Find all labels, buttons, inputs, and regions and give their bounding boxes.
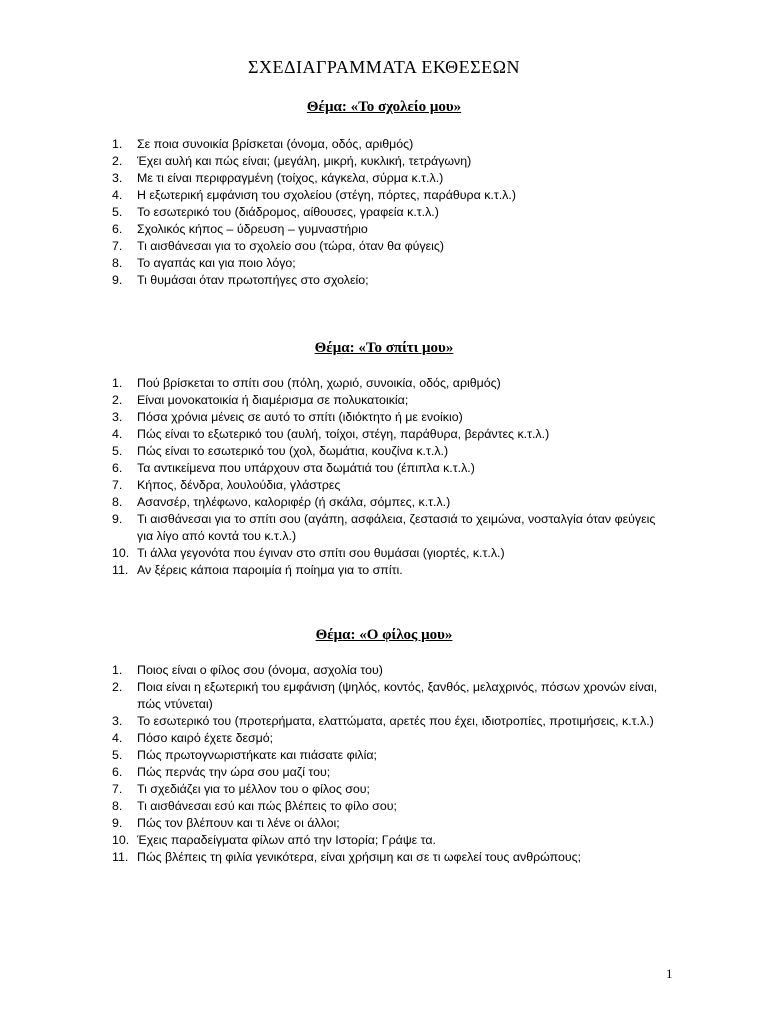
list-item: 7. Τι αισθάνεσαι για το σχολείο σου (τώρα, όταν θα φύγεις) [112, 239, 445, 253]
list-item: 6. Τα αντικείμενα που υπάρχουν στα δωμάτιά του (έπιπλα κ.τ.λ.) [112, 461, 475, 475]
list-item: 10. Τι άλλα γεγονότα που έγιναν στο σπίτι σου θυμάσαι (γιορτές, κ.τ.λ.) [112, 546, 505, 560]
list-house [112, 375, 672, 579]
page-number: 1 [666, 966, 673, 981]
list-item: 7. Κήπος, δένδρα, λουλούδια, γλάστρες [112, 478, 341, 492]
list-item: 8. Το αγαπάς και για ποιο λόγο; [112, 256, 296, 270]
section-title-house: Θέμα: «Το σπίτι μου» [314, 340, 454, 356]
list-item: 2. Ποια είναι η εξωτερική του εμφάνιση (ψηλός, κοντός, ξανθός, μελαχρινός, πόσων χρονών είναι, πώς ντύνεται) [112, 680, 658, 711]
list-item: 8. Τι αισθάνεσαι εσύ και πώς βλέπεις το φίλο σου; [112, 799, 397, 813]
list-item: 4. Η εξωτερική εμφάνιση του σχολείου (στέγη, πόρτες, παράθυρα κ.τ.λ.) [112, 188, 516, 202]
list-item: 10. Έχεις παραδείγματα φίλων από την Ιστορία; Γράψε τα. [112, 833, 436, 847]
list-friend [112, 662, 672, 866]
list-item: 11. Πώς βλέπεις τη φιλία γενικότερα, είναι χρήσιμη και σε τι ωφελεί τους ανθρώπους; [112, 850, 582, 864]
list-item: 2. Είναι μονοκατοικία ή διαμέρισμα σε πολυκατοικία; [112, 393, 409, 407]
list-item: 3. Με τι είναι περιφραγμένη (τοίχος, κάγκελα, σύρμα κ.τ.λ.) [112, 171, 444, 185]
list-item: 6. Σχολικός κήπος – ύδρευση – γυμναστήριο [112, 222, 368, 236]
list-item: 2. Έχει αυλή και πώς είναι; (μεγάλη, μικρή, κυκλική, τετράγωνη) [112, 154, 472, 168]
section-title-friend: Θέμα: «Ο φίλος μου» [315, 627, 453, 643]
list-item: 7. Τι σχεδιάζει για το μέλλον του ο φίλος σου; [112, 782, 370, 796]
list-item: 11. Αν ξέρεις κάποια παροιμία ή ποίημα για το σπίτι. [112, 563, 403, 577]
list-item: 1. Σε ποια συνοικία βρίσκεται (όνομα, οδός, αριθμός) [112, 137, 414, 151]
list-item: 4. Πόσο καιρό έχετε δεσμό; [112, 731, 274, 745]
list-item: 9. Πώς τον βλέπουν και τι λένε οι άλλοι; [112, 816, 340, 830]
list-item: 5. Πώς είναι το εσωτερικό του (χολ, δωμάτια, κουζίνα κ.τ.λ.) [112, 444, 449, 458]
list-item: 5. Το εσωτερικό του (διάδρομος, αίθουσες, γραφεία κ.τ.λ.) [112, 205, 439, 219]
list-item: 4. Πώς είναι το εξωτερικό του (αυλή, τοίχοι, στέγη, παράθυρα, βεράντες κ.τ.λ.) [112, 427, 550, 441]
section-title-school: Θέμα: «Το σχολείο μου» [306, 99, 462, 115]
list-item: 6. Πώς περνάς την ώρα σου μαζί του; [112, 765, 331, 779]
list-item: 1. Πού βρίσκεται το σπίτι σου (πόλη, χωριό, συνοικία, οδός, αριθμός) [112, 376, 501, 390]
list-item: 9. Τι αισθάνεσαι για το σπίτι σου (αγάπη, ασφάλεια, ζεστασιά το χειμώνα, νοσταλγία όταν φεύγεις για λίγο από κοντά του κ.τ.λ.) [112, 512, 656, 543]
list-item: 1. Ποιος είναι ο φίλος σου (όνομα, ασχολία του) [112, 663, 383, 677]
list-item: 8. Ασανσέρ, τηλέφωνο, καλοριφέρ (ή σκάλα, σόμπες, κ.τ.λ.) [112, 495, 451, 509]
list-item: 9. Τι θυμάσαι όταν πρωτοπήγες στο σχολείο; [112, 273, 369, 287]
list-item: 3. Το εσωτερικό του (προτερήματα, ελαττώματα, αρετές που έχει, ιδιοτροπίες, προτιμήσεις, κ.τ.λ.) [112, 714, 654, 728]
list-item: 3. Πόσα χρόνια μένεις σε αυτό το σπίτι (ιδιόκτητο ή με ενοίκιο) [112, 410, 463, 424]
list-item: 5. Πώς πρωτογνωριστήκατε και πιάσατε φιλία; [112, 748, 377, 762]
list-school [112, 136, 672, 289]
page-title: ΣΧΕΔΙΑΓΡΑΜΜΑΤΑ ΕΚΘΕΣΕΩΝ [247, 57, 520, 77]
